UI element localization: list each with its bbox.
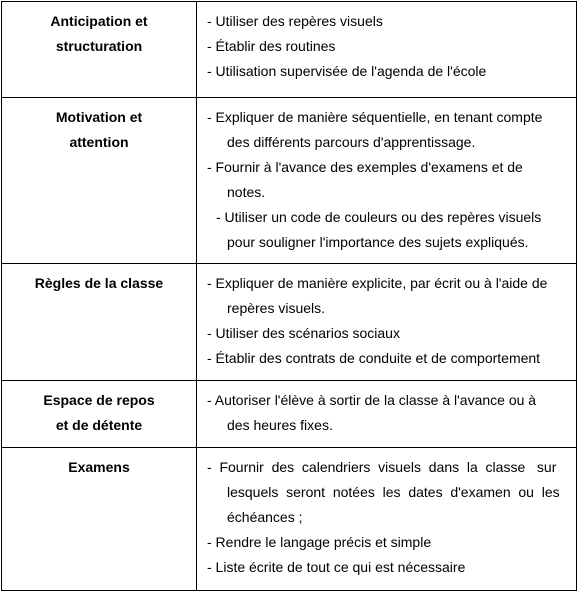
heading-line: attention [69, 134, 129, 150]
list-item: - Expliquer de manière explicite, par écrit ou à l'aide de [207, 275, 548, 291]
table-row [2, 381, 577, 448]
heading-line: Examens [68, 459, 130, 475]
heading-line: et de détente [55, 417, 143, 433]
list-item: - Liste écrite de tout ce qui est nécessaire [207, 559, 466, 575]
heading-line: Motivation et [55, 109, 143, 125]
accommodations-table [1, 1, 577, 591]
list-item: - Utilisation supervisée de l'agenda de l'école [207, 63, 487, 79]
list-item-continuation: repères visuels. [227, 300, 326, 316]
row-content [197, 2, 577, 98]
table-row [2, 448, 577, 591]
list-item: - Rendre le langage précis et simple [207, 534, 432, 550]
list-item: - Fournir des calendriers visuels dans la classe sur [207, 459, 557, 475]
list-item: - Expliquer de manière séquentielle, en tenant compte [207, 109, 543, 125]
row-content [197, 264, 577, 381]
list-item-continuation: des heures fixes. [227, 417, 333, 433]
list-item: - Établir des routines [207, 38, 336, 54]
table-row [2, 264, 577, 381]
list-item-continuation: pour souligner l'importance des sujets expliqués. [227, 234, 529, 250]
table-row [2, 98, 577, 264]
row-heading [2, 448, 197, 591]
list-item-continuation: échéances ; [227, 509, 303, 525]
list-item-continuation: des différents parcours d'apprentissage. [227, 134, 476, 150]
list-item: - Fournir à l'avance des exemples d'examens et de [207, 159, 523, 175]
list-item: - Utiliser un code de couleurs ou des repères visuels [216, 209, 542, 225]
list-item-continuation: lesquels seront notées les dates d'examen ou les [227, 484, 560, 500]
heading-line: Anticipation et [50, 13, 148, 29]
heading-line: Règles de la classe [34, 275, 164, 291]
row-content [197, 98, 577, 264]
heading-line: Espace de repos [43, 392, 155, 408]
table-row [2, 2, 577, 98]
list-item: - Autoriser l'élève à sortir de la classe à l'avance ou à [207, 392, 537, 408]
row-heading [2, 381, 197, 448]
row-heading [2, 2, 197, 98]
heading-line: structuration [55, 38, 143, 54]
list-item: - Établir des contrats de conduite et de comportement [207, 350, 541, 366]
list-item-continuation: notes. [227, 184, 266, 200]
list-item: - Utiliser des scénarios sociaux [207, 325, 400, 341]
list-item: - Utiliser des repères visuels [207, 13, 383, 29]
row-heading [2, 98, 197, 264]
row-content [197, 381, 577, 448]
row-content [197, 448, 577, 591]
row-heading [2, 264, 197, 381]
